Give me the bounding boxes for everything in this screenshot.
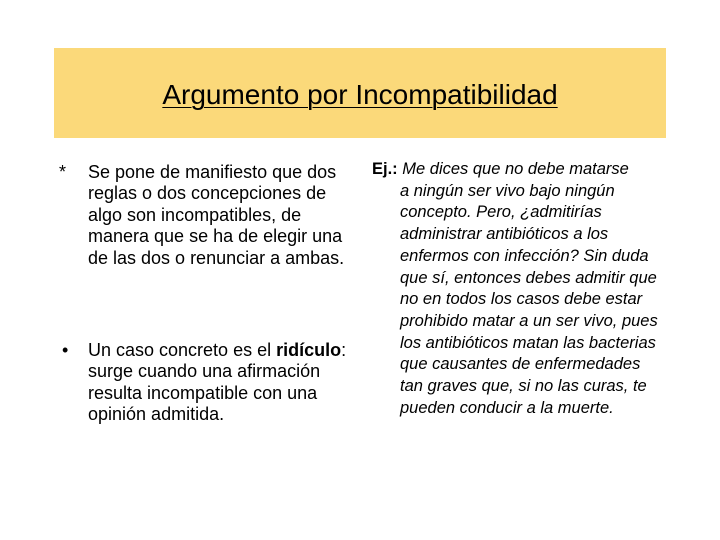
asterisk-bullet-marker: *	[59, 162, 67, 182]
example-first-line-text: Me dices que no debe matarse	[397, 160, 629, 178]
bold-term-ridiculo: ridículo	[276, 340, 342, 360]
bullet-ridiculo-case	[59, 340, 359, 470]
example-block	[372, 159, 672, 419]
title-banner	[54, 48, 666, 138]
slide-title: Argumento por Incompatibilidad	[162, 79, 558, 110]
bullet-text: Se pone de manifiesto que dos reglas o dos concepciones de algo son incompatibles, de manera que se ha de elegir una de las dos o renunciar a ambas.	[88, 162, 345, 268]
dot-bullet-marker: •	[62, 340, 69, 360]
bullet-text-start: Un caso concreto es el	[88, 340, 277, 360]
bullet-incompatibility-definition	[59, 162, 359, 302]
example-first-line	[372, 159, 672, 181]
bullet-text-end: : surge cuando una afirmación resulta incompatible con una opinión admitida.	[88, 340, 347, 425]
bullet-text	[88, 340, 353, 426]
example-label: Ej.:	[372, 160, 398, 178]
example-text: a ningún ser vivo bajo ningún concepto. Pero, ¿admitirías administrar antibióticos a los enfermos con infección? Sin duda que sí, entonces debes admitir que no en todos los casos debe estar prohibido matar a un ser vivo, pues los antibióticos matan las bacterias que causantes de enfermedades tan graves que, si no las curas, te pueden conducir a la muerte.	[400, 181, 658, 417]
